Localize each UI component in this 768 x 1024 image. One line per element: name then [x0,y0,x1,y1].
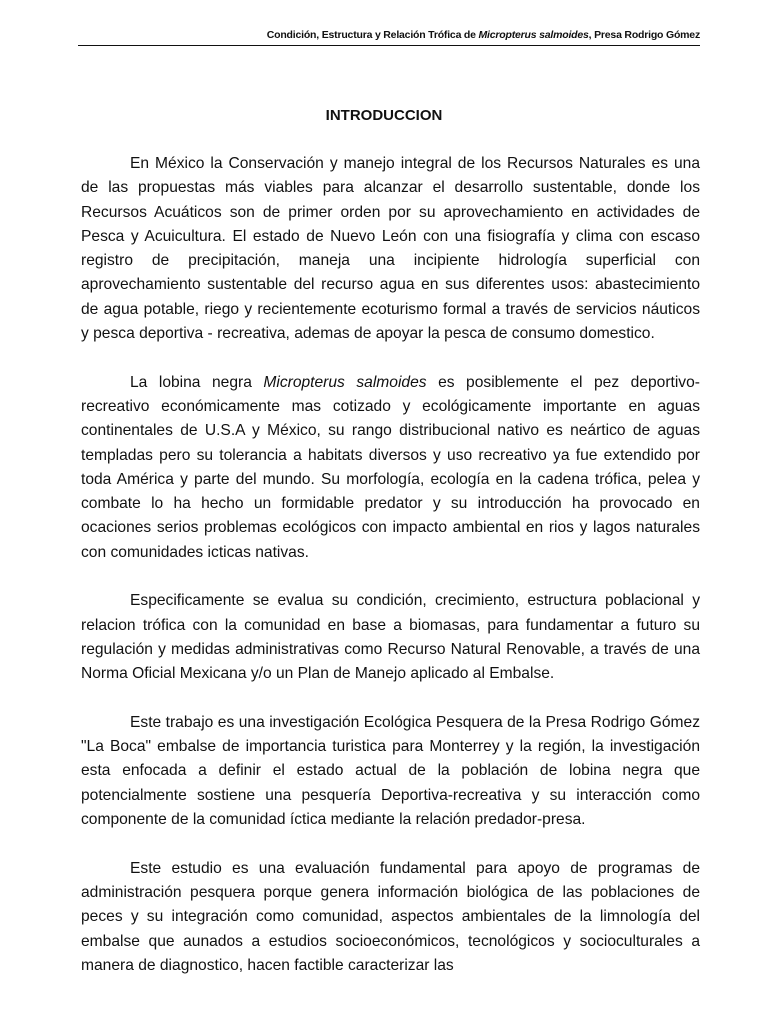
running-header [78,29,700,46]
section-title: INTRODUCCION [325,107,443,124]
paragraph-2-lead: La lobina negra [130,373,264,391]
paragraph-5: Este estudio es una evaluación fundamental para apoyo de programas de administración pesquera porque genera información biológica de las poblaciones de peces y su integración como comunidad, aspectos ambientales de la limnología del embalse que aunados a estudios socioeconómicos, tecnológicos y socioculturales a manera de diagnostico, hacen factible caracterizar las [81,859,700,974]
paragraph-2 [81,371,700,565]
paragraph-3: Especificamente se evalua su condición, crecimiento, estructura poblacional y relacion trófica con la comunidad en base a biomasas, para fundamentar a futuro su regulación y medidas administrativas como Recurso Natural Renovable, a través de una Norma Oficial Mexicana y/o un Plan de Manejo aplicado al Embalse. [81,592,700,683]
running-header-text: Condición, Estructura y Relación Trófica de [266,29,479,41]
running-header-species: Micropterus salmoides [478,29,589,41]
paragraph-2-species: Micropterus salmoides [263,373,427,391]
running-header-location: , Presa Rodrigo Gómez [588,29,700,41]
paragraph-4: Este trabajo es una investigación Ecológica Pesquera de la Presa Rodrigo Gómez "La Boca" embalse de importancia turistica para Monterrey y la región, la investigación esta enfocada a definir el estado actual de la población de lobina negra que potencialmente sostiene una pesquería Deportiva-recreativa y su interacción como componente de la comunidad íctica mediante la relación predador-presa. [81,713,700,829]
paragraph-2-rest: es posiblemente el pez deportivo-recreativo económicamente mas cotizado y ecológicamente importante en aguas continentales de U.S.A y México, su rango distribucional nativo es neártico de aguas templadas pero su tolerancia a habitats diversos y uso recreativo ya fue extendido por toda América y parte del mundo. Su morfología, ecología en la cadena trófica, pelea y combate lo ha hecho un formidable predator y su introducción ha provocado en ocaciones serios problemas ecológicos con impacto ambiental en rios y lagos naturales con comunidades icticas nativas. [81,373,700,561]
paragraph-1: En México la Conservación y manejo integral de los Recursos Naturales es una de las propuestas más viables para alcanzar el desarrollo sustentable, donde los Recursos Acuáticos son de primer orden por su aprovechamiento en actividades de Pesca y Acuicultura. El estado de Nuevo León con una fisiografía y clima con escaso registro de precipitación, maneja una incipiente hidrología superficial con aprovechamiento sustentable del recurso agua en sus diferentes usos: abastecimiento de agua potable, riego y recientemente ecoturismo formal a través de servicios náuticos y pesca deportiva - recreativa, ademas de apoyar la pesca de consumo domestico. [81,155,700,343]
body-text [81,152,700,1002]
